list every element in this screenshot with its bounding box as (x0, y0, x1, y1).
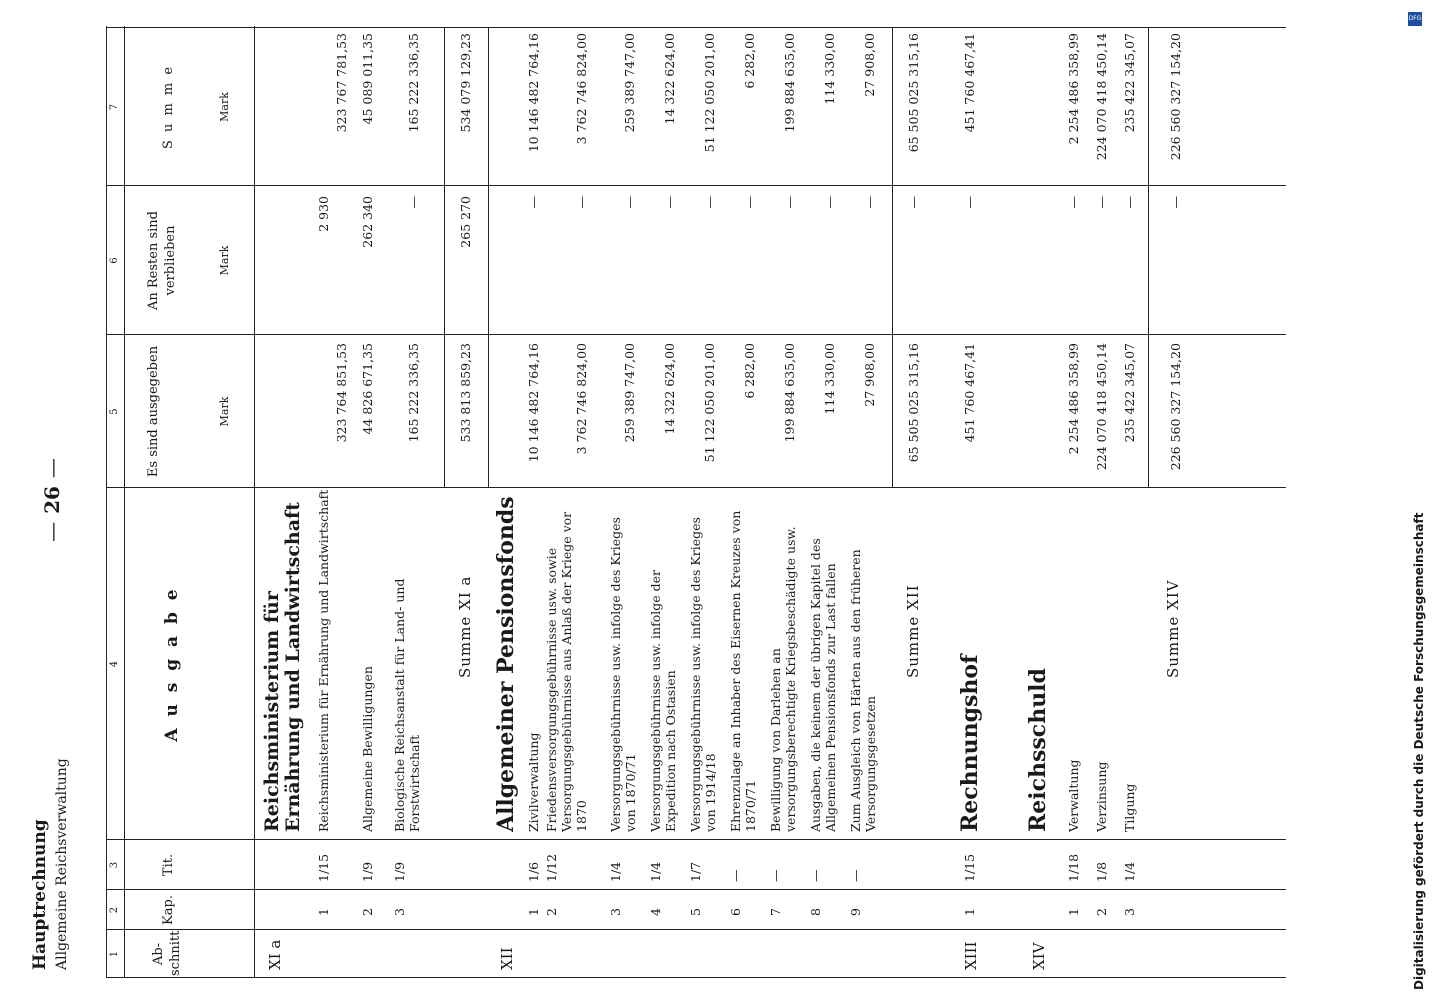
header-ausgegeben: Es sind ausgegeben (146, 345, 161, 478)
tit-cell: 1/6 (526, 861, 541, 882)
summe-value: 259 389 747,00 (622, 33, 637, 133)
summe-value: 451 760 467,41 (962, 33, 977, 133)
summe-xia-reste: 265 270 (458, 196, 473, 248)
ausgegeben-value: 2 254 486 358,99 (1066, 343, 1081, 455)
summe-value: 323 767 781,53 (334, 33, 349, 133)
ausgabe-text: Bewilligung von Darlehen an versorgungsberechtigte Kriegsbeschädigte usw. (768, 526, 798, 832)
ausgabe-text: Reichsministerium für Ernährung und Landwirtschaft (316, 489, 331, 832)
kap-cell: 1 (316, 908, 331, 916)
digitization-note: Digitalisierung gefördert durch die Deutsche Forschungsgemeinschaft (1412, 512, 1426, 990)
tit-cell: 1/7 (688, 861, 703, 882)
kap-cell: 4 (648, 908, 663, 916)
summe-xiv-summe: 226 560 327 154,20 (1168, 33, 1183, 161)
ledger-title: Hauptrechnung (30, 819, 50, 970)
summe-xia-summe: 534 079 129,23 (458, 33, 473, 133)
ausgegeben-value: 259 389 747,00 (622, 343, 637, 443)
kap-cell: 2 (360, 908, 375, 916)
header-summe: S u m m e (161, 64, 176, 150)
ausgegeben-value: 165 222 336,35 (406, 343, 421, 443)
ausgegeben-value: 3 762 746 824,00 (574, 343, 589, 455)
reste-value: 262 340 (360, 196, 375, 248)
tit-cell: 1/4 (608, 861, 623, 882)
ausgabe-text: Biologische Reichsanstalt für Land- und Forstwirtschaft (392, 578, 422, 832)
section-title: Reichsministerium für Ernährung und Landwirtschaft (261, 502, 304, 832)
abschnitt-label: XIV (1030, 942, 1048, 970)
summe-xii-ausgegeben: 65 505 025 315,16 (906, 343, 921, 463)
summe-xia-ausgegeben: 533 813 859,23 (458, 343, 473, 443)
tit-cell: — (768, 869, 783, 882)
ausgegeben-value: 10 146 482 764,16 (526, 343, 541, 463)
reste-value: — (742, 196, 757, 209)
ausgegeben-value: 235 422 345,07 (1122, 343, 1137, 443)
summe-value: 10 146 482 764,16 (526, 33, 541, 153)
kap-cell: 8 (808, 908, 823, 916)
reste-value: — (862, 196, 877, 209)
summe-xiv-reste: — (1168, 196, 1183, 209)
summe-xiv-label: Summe XIV (1164, 579, 1182, 678)
ledger-subtitle: Allgemeine Reichsverwaltung (54, 758, 70, 970)
ausgabe-text: Ehrenzulage an Inhaber des Eisernen Kreuzes von 1870/71 (728, 510, 758, 832)
col-number-7: 7 (109, 103, 120, 111)
reste-value: — (1122, 196, 1137, 209)
ausgabe-text: Allgemeine Bewilligungen (360, 666, 375, 832)
summe-value: 14 322 624,00 (662, 33, 677, 125)
tit-cell: — (848, 869, 863, 882)
reste-value: — (406, 196, 421, 209)
reste-value: — (662, 196, 677, 209)
ausgabe-text: Tilgung (1122, 783, 1137, 832)
section-title: Reichsschuld (1025, 668, 1051, 832)
kap-cell: 1 (1066, 908, 1081, 916)
ausgegeben-value: 51 122 050 201,00 (702, 343, 717, 463)
tit-cell: 1/12 (544, 853, 559, 882)
summe-xii-summe: 65 505 025 315,16 (906, 33, 921, 153)
reste-value: — (702, 196, 717, 209)
kap-cell: 3 (392, 908, 407, 916)
reste-value: — (782, 196, 797, 209)
header-mark-7: Mark (218, 92, 231, 122)
tit-cell: — (808, 869, 823, 882)
section-title: Allgemeiner Pensionsfonds (493, 496, 519, 832)
summe-value: 6 282,00 (742, 33, 757, 89)
header-kap: Kap. (161, 895, 176, 925)
ausgegeben-value: 44 826 671,35 (360, 343, 375, 435)
ausgegeben-value: 451 760 467,41 (962, 343, 977, 443)
kap-cell: 3 (1122, 908, 1137, 916)
ledger-table (106, 26, 1286, 978)
ausgegeben-value: 224 070 418 450,14 (1094, 343, 1109, 471)
ausgabe-text: Versorgungsgebührnisse usw. infolge der Expedition nach Ostasien (648, 570, 678, 832)
kap-cell: 6 (728, 908, 743, 916)
kap-cell: 9 (848, 908, 863, 916)
page-number: —26— (40, 458, 64, 542)
summe-xii-label: Summe XII (904, 584, 922, 678)
ausgabe-text: Verwaltung (1066, 759, 1081, 832)
reste-value: — (1094, 196, 1109, 209)
kap-cell: 1 (962, 908, 977, 916)
ausgabe-text: Verzinsung (1094, 761, 1109, 832)
tit-cell: — (728, 869, 743, 882)
col-number-3: 3 (109, 861, 120, 869)
ausgegeben-value: 323 764 851,53 (334, 343, 349, 443)
abschnitt-label: XIII (962, 941, 980, 970)
dfg-logo: DFG (1408, 12, 1422, 26)
tit-cell: 1/9 (392, 861, 407, 882)
tit-cell: 1/4 (1122, 861, 1137, 882)
summe-xiv-ausgegeben: 226 560 327 154,20 (1168, 343, 1183, 471)
section-title: Rechnungshof (957, 654, 983, 832)
ausgegeben-value: 199 884 635,00 (782, 343, 797, 443)
reste-value: — (822, 196, 837, 209)
kap-cell: 2 (544, 908, 559, 916)
summe-xia-label: Summe XI a (456, 575, 474, 678)
summe-value: 199 884 635,00 (782, 33, 797, 133)
ausgegeben-value: 27 908,00 (862, 343, 877, 407)
summe-value: 27 908,00 (862, 33, 877, 97)
summe-xii-reste: — (906, 196, 921, 209)
kap-cell: 3 (608, 908, 623, 916)
reste-value: — (622, 196, 637, 209)
ausgabe-text: Versorgungsgebührnisse usw. infolge des Krieges von 1914/18 (688, 517, 718, 832)
tit-cell: 1/9 (360, 861, 375, 882)
header-abschnitt: Ab-schnitt (151, 930, 183, 976)
reste-value: — (574, 196, 589, 209)
summe-value: 224 070 418 450,14 (1094, 33, 1109, 161)
summe-value: 3 762 746 824,00 (574, 33, 589, 145)
ausgabe-text: Ausgaben, die keinem der übrigen Kapitel des Allgemeinen Pensionsfonds zur Last fallen (808, 538, 838, 832)
reste-value: 2 930 (316, 196, 331, 232)
col-number-1: 1 (109, 950, 120, 958)
ausgegeben-value: 6 282,00 (742, 343, 757, 399)
reste-value: — (962, 196, 977, 209)
summe-value: 114 330,00 (822, 33, 837, 105)
header-mark-6: Mark (218, 245, 231, 276)
reste-value: — (1066, 196, 1081, 209)
summe-value: 235 422 345,07 (1122, 33, 1137, 133)
ausgabe-text: Zivilverwaltung (526, 732, 541, 832)
kap-cell: 1 (526, 908, 541, 916)
abschnitt-label: XI a (266, 939, 284, 970)
kap-cell: 2 (1094, 908, 1109, 916)
summe-value: 165 222 336,35 (406, 33, 421, 133)
tit-cell: 1/4 (648, 861, 663, 882)
ausgabe-text: Versorgungsgebührnisse usw. infolge des Krieges von 1870/71 (608, 517, 638, 832)
header-mark-5: Mark (218, 396, 231, 427)
summe-value: 51 122 050 201,00 (702, 33, 717, 153)
ausgabe-text: Zum Ausgleich von Härten aus den früheren Versorgungsgesetzen (848, 549, 878, 832)
tit-cell: 1/15 (316, 853, 331, 882)
col-number-5: 5 (109, 408, 120, 415)
ausgegeben-value: 14 322 624,00 (662, 343, 677, 435)
tit-cell: 1/8 (1094, 861, 1109, 882)
header-tit: Tit. (161, 853, 176, 877)
ausgegeben-value: 114 330,00 (822, 343, 837, 415)
header-reste: An Resten sind verblieben (146, 211, 178, 310)
col-number-2: 2 (109, 906, 120, 914)
abschnitt-label: XII (498, 947, 516, 970)
summe-value: 2 254 486 358,99 (1066, 33, 1081, 145)
reste-value: — (526, 196, 541, 209)
kap-cell: 7 (768, 908, 783, 916)
col-number-6: 6 (109, 257, 120, 264)
tit-cell: 1/18 (1066, 853, 1081, 882)
summe-value: 45 089 011,35 (360, 33, 375, 125)
header-ausgabe: A u s g a b e (162, 586, 182, 742)
col-number-4: 4 (109, 660, 120, 668)
kap-cell: 5 (688, 908, 703, 916)
ausgabe-text: Friedensversorgungsgebührnisse usw. sowie Versorgungsgebührnisse aus Anlaß der Kriege vor 1870 (544, 511, 589, 832)
tit-cell: 1/15 (962, 853, 977, 882)
